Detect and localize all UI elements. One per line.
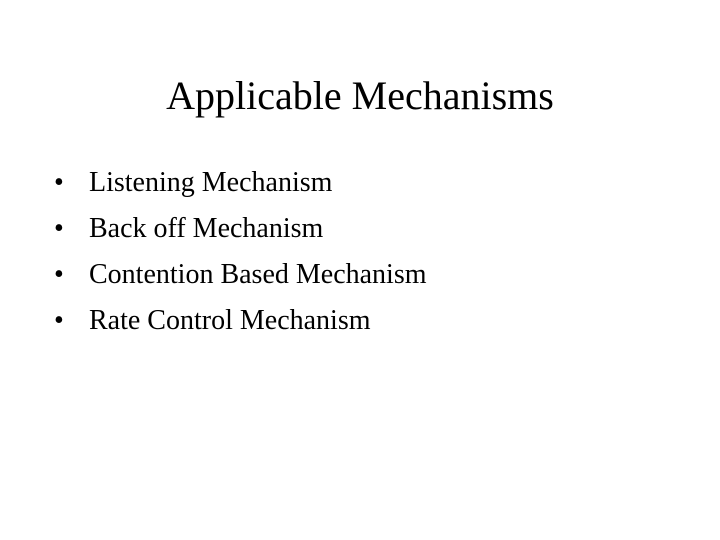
list-item-label: Rate Control Mechanism	[89, 305, 371, 336]
list-item-label: Back off Mechanism	[89, 213, 324, 244]
slide-title: Applicable Mechanisms	[166, 73, 554, 118]
list-item-label: Listening Mechanism	[89, 167, 333, 198]
bullet-icon: •	[54, 259, 64, 290]
list-item-label: Contention Based Mechanism	[89, 259, 427, 290]
bullet-icon: •	[54, 213, 64, 244]
bullet-icon: •	[54, 167, 64, 198]
bullet-icon: •	[54, 305, 64, 336]
